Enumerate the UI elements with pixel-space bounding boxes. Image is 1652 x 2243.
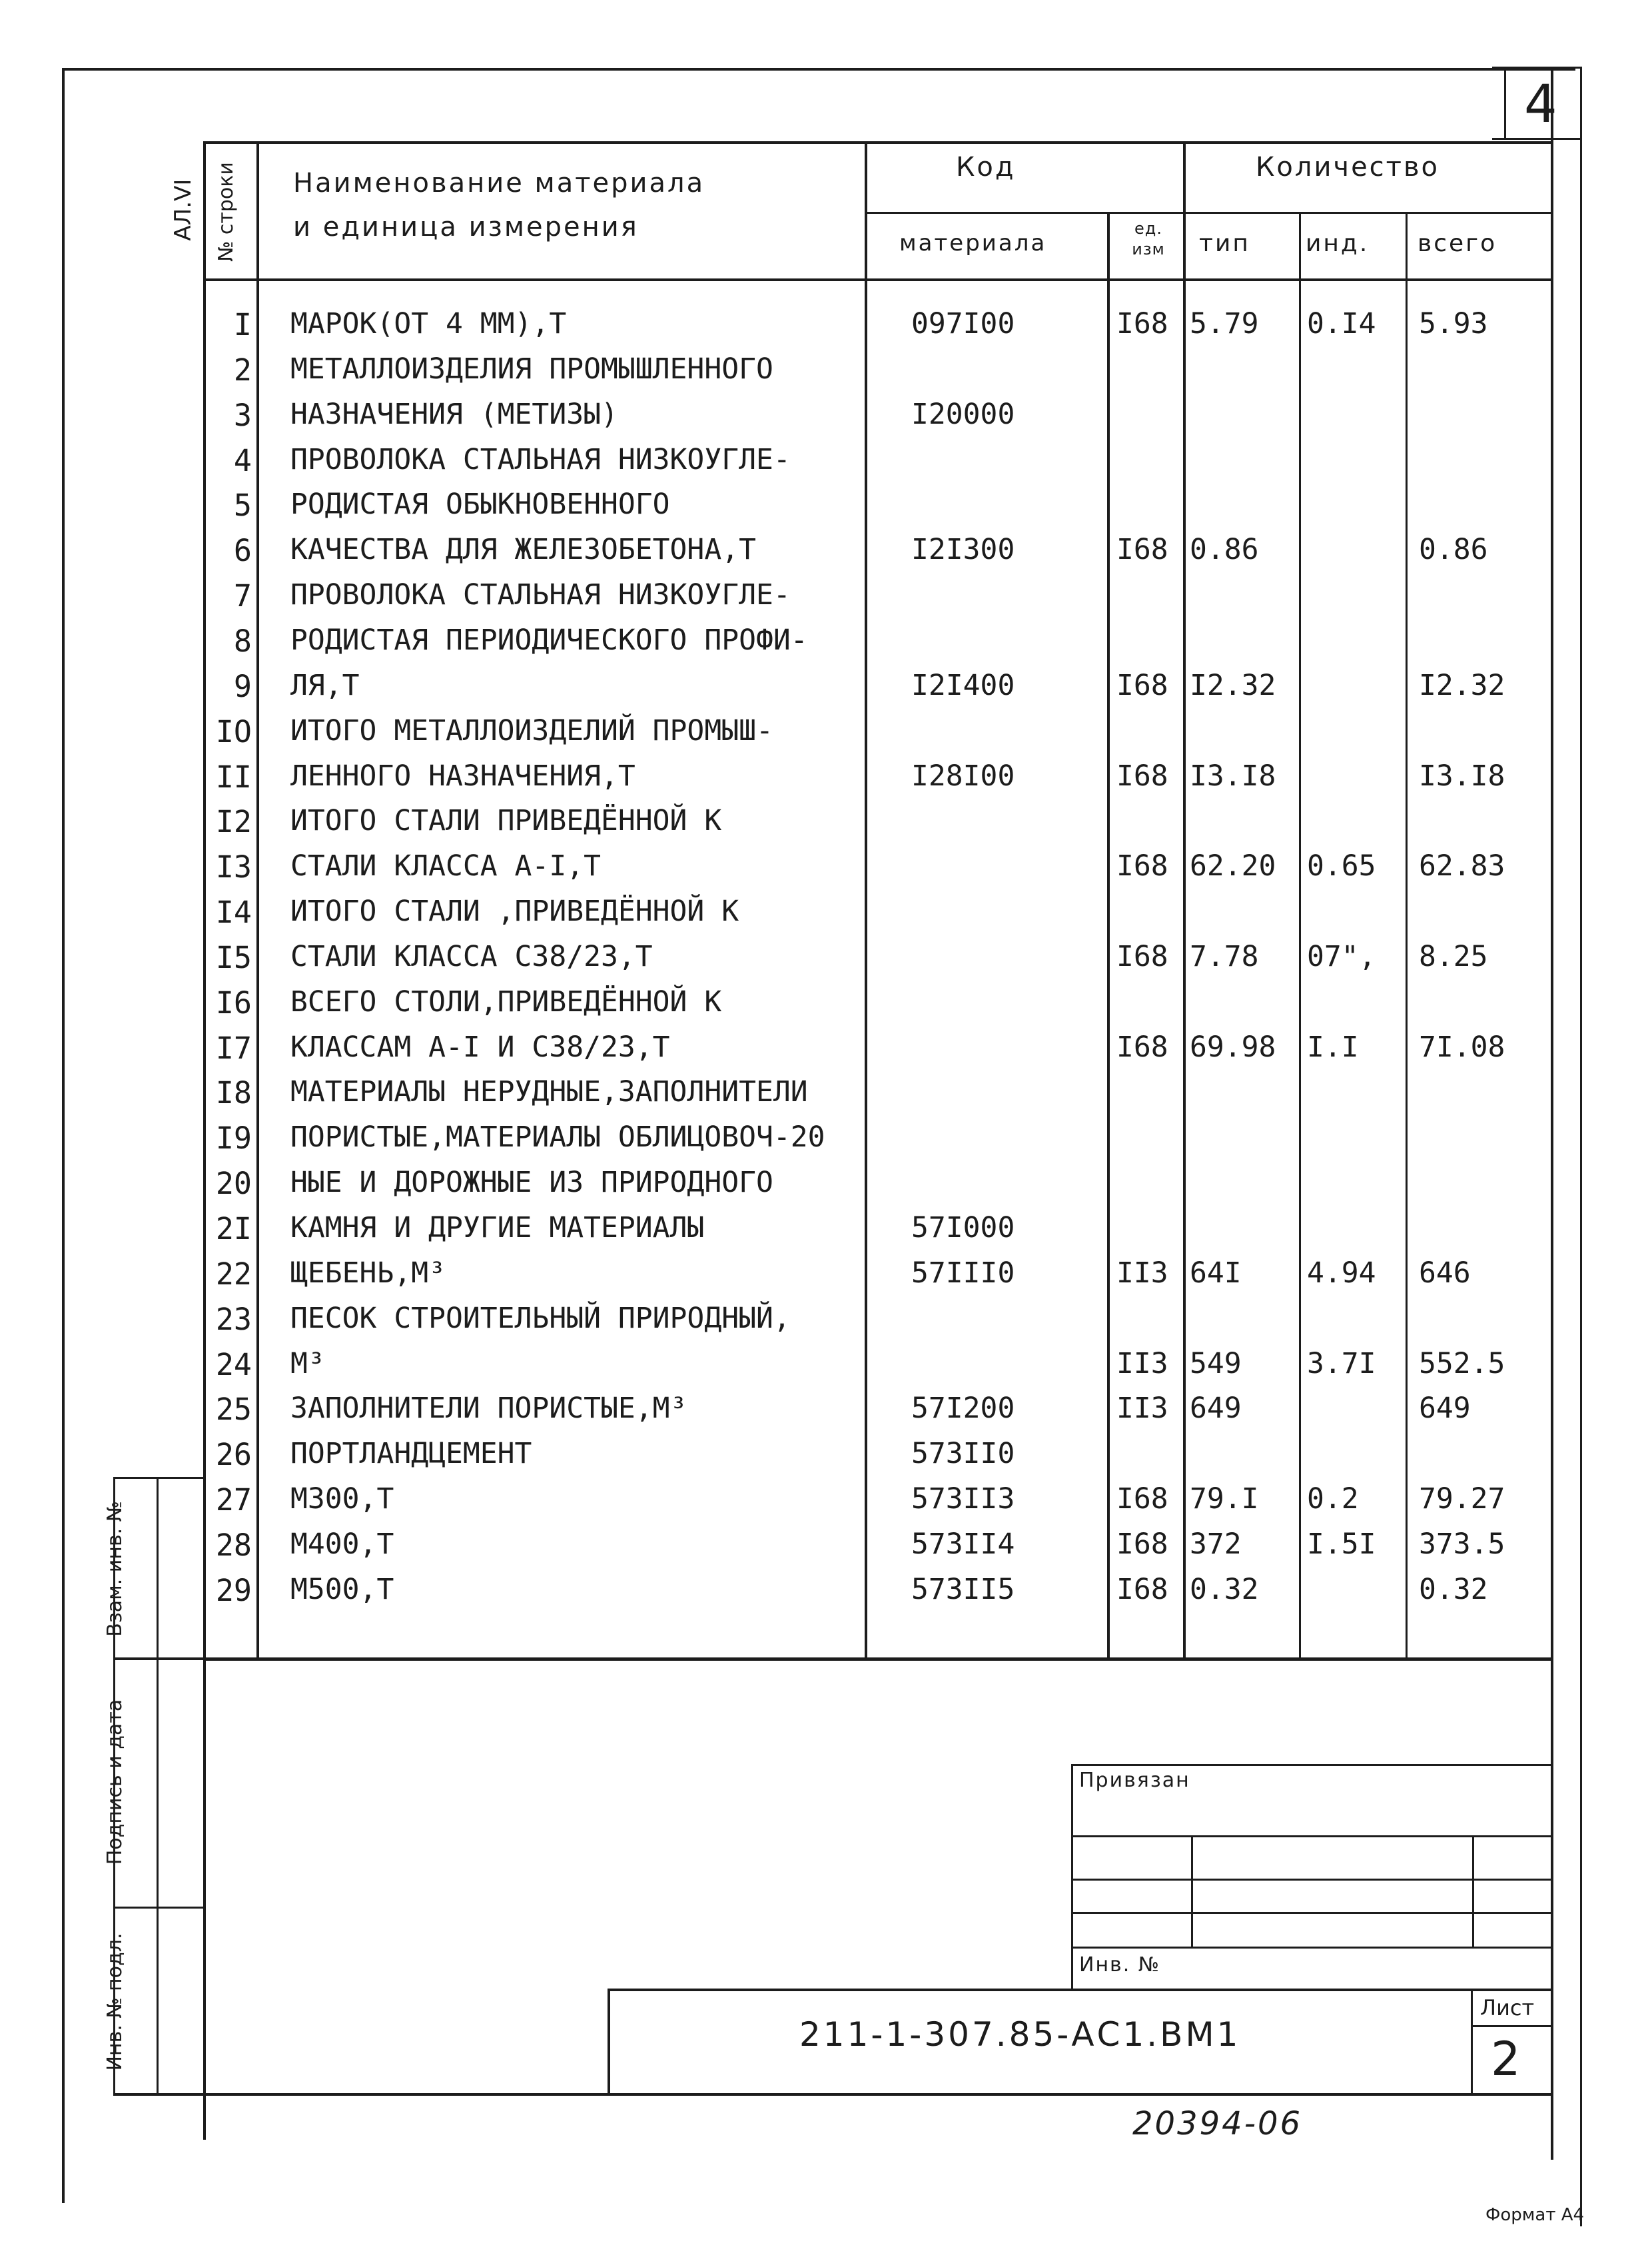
row-number: 3: [233, 398, 252, 433]
row-material-name: М300,Т: [290, 1482, 394, 1516]
row-ind: 3.7I: [1307, 1347, 1376, 1380]
row-number: II: [215, 759, 252, 795]
row-unit: I68: [1116, 1482, 1168, 1516]
row-number: 5: [233, 488, 252, 523]
row-number: I5: [215, 940, 252, 975]
row-unit: II3: [1116, 1347, 1168, 1380]
page-number: 4: [1524, 75, 1557, 135]
tb-sheet-div: [1471, 2025, 1553, 2027]
row-material-name: ЩЕБЕНЬ,М³: [290, 1256, 446, 1290]
row-number: I7: [215, 1031, 252, 1066]
row-material-name: МЕТАЛЛОИЗДЕЛИЯ ПРОМЫШЛЕННОГО: [290, 352, 773, 386]
header-row-no: № строки: [214, 162, 238, 262]
row-material-name: СТАЛИ КЛАССА А-I,Т: [290, 849, 601, 883]
row-type: 69.98: [1190, 1031, 1276, 1064]
stamp-inv-orig: Инв. № подл.: [103, 1933, 127, 2071]
row-ind: I.I: [1307, 1031, 1359, 1064]
row-material-name: М³: [290, 1347, 325, 1380]
row-ind: 4.94: [1307, 1256, 1376, 1290]
row-unit: I68: [1116, 1528, 1168, 1561]
row-number: 22: [215, 1256, 252, 1292]
row-number: 20: [215, 1166, 252, 1201]
header-quantity: Количество: [1256, 152, 1440, 183]
tb-h2: [1071, 1879, 1553, 1881]
row-total: 62.83: [1419, 849, 1505, 883]
row-total: 5.93: [1419, 307, 1488, 340]
header-unit: ед. изм: [1132, 219, 1165, 259]
row-code: 097I00: [911, 307, 1015, 340]
row-code: I28I00: [911, 759, 1015, 793]
row-material-name: МАРОК(ОТ 4 ММ),Т: [290, 307, 567, 340]
tb-sheet-left: [1471, 1989, 1473, 2095]
row-total: 79.27: [1419, 1482, 1505, 1516]
row-code: 573II0: [911, 1437, 1015, 1470]
row-number: I: [233, 307, 252, 342]
tb-h1: [1071, 1835, 1553, 1837]
row-material-name: ЗАПОЛНИТЕЛИ ПОРИСТЫЕ,М³: [290, 1392, 687, 1425]
row-number: 2: [233, 352, 252, 388]
row-number: 7: [233, 578, 252, 614]
row-unit: I68: [1116, 669, 1168, 702]
row-total: 373.5: [1419, 1528, 1505, 1561]
row-code: 573II3: [911, 1482, 1015, 1516]
row-unit: I68: [1116, 849, 1168, 883]
row-material-name: СТАЛИ КЛАССА С38/23,Т: [290, 940, 653, 973]
stamp-top: [113, 1477, 206, 1479]
row-code: 573II5: [911, 1573, 1015, 1606]
row-type: 0.32: [1190, 1573, 1259, 1606]
row-ind: 07",: [1307, 940, 1376, 973]
header-material: материала: [899, 230, 1047, 256]
tb-main-top: [608, 1989, 1553, 1991]
tb-sheet-label: Лист: [1480, 1995, 1535, 2020]
row-unit: I68: [1116, 307, 1168, 340]
row-number: I4: [215, 895, 252, 930]
row-type: I3.I8: [1190, 759, 1276, 793]
row-ind: 0.I4: [1307, 307, 1376, 340]
row-code: 57I200: [911, 1392, 1015, 1425]
header-name-line1: Наименование материала: [293, 168, 705, 199]
row-material-name: ИТОГО СТАЛИ ПРИВЕДЁННОЙ К: [290, 804, 722, 837]
tb-v1: [1191, 1835, 1193, 1947]
row-number: 6: [233, 533, 252, 568]
row-ind: 0.65: [1307, 849, 1376, 883]
row-number: 28: [215, 1528, 252, 1563]
row-material-name: ПЕСОК СТРОИТЕЛЬНЫЙ ПРИРОДНЫЙ,: [290, 1302, 791, 1335]
row-number: 27: [215, 1482, 252, 1518]
archive-number: 20394-06: [1132, 2105, 1303, 2142]
row-material-name: ПОРИСТЫЕ,МАТЕРИАЛЫ ОБЛИЦОВОЧ-20: [290, 1121, 825, 1154]
row-material-name: НЫЕ И ДОРОЖНЫЕ ИЗ ПРИРОДНОГО: [290, 1166, 773, 1199]
row-material-name: РОДИСТАЯ ПЕРИОДИЧЕСКОГО ПРОФИ-: [290, 624, 808, 657]
tb-h4: [1071, 1947, 1553, 1949]
row-code: 573II4: [911, 1528, 1015, 1561]
row-unit: I68: [1116, 1573, 1168, 1606]
row-type: 5.79: [1190, 307, 1259, 340]
row-total: 0.86: [1419, 533, 1488, 566]
row-number: 23: [215, 1302, 252, 1337]
tb-doc-code: 211-1-307.85-АС1.ВМ1: [799, 2015, 1241, 2054]
row-number: 8: [233, 624, 252, 659]
row-unit: II3: [1116, 1256, 1168, 1290]
row-ind: 0.2: [1307, 1482, 1359, 1516]
header-code: Код: [956, 152, 1016, 183]
row-code: I2I300: [911, 533, 1015, 566]
row-number: 9: [233, 669, 252, 704]
stamp-sign-date: Подпись и дата: [103, 1699, 127, 1865]
row-material-name: КЛАССАМ А-I И С38/23,Т: [290, 1031, 670, 1064]
row-type: 79.I: [1190, 1482, 1259, 1516]
row-code: 57I000: [911, 1211, 1015, 1244]
tb-sheet-number: 2: [1491, 2032, 1521, 2086]
stamp-div-1: [113, 1657, 206, 1660]
row-material-name: КАЧЕСТВА ДЛЯ ЖЕЛЕЗОБЕТОНА,Т: [290, 533, 756, 566]
row-number: I3: [215, 849, 252, 885]
format-label: Формат А4: [1485, 2205, 1585, 2225]
row-type: 62.20: [1190, 849, 1276, 883]
row-material-name: ПРОВОЛОКА СТАЛЬНАЯ НИЗКОУГЛЕ-: [290, 443, 791, 476]
row-material-name: ИТОГО СТАЛИ ,ПРИВЕДЁННОЙ К: [290, 895, 739, 928]
row-number: IO: [215, 714, 252, 749]
row-code: 57III0: [911, 1256, 1015, 1290]
row-material-name: ЛЯ,Т: [290, 669, 360, 702]
stamp-div-2: [113, 1907, 206, 1909]
header-name-line2: и единица измерения: [293, 212, 639, 242]
row-material-name: РОДИСТАЯ ОБЫКНОВЕННОГО: [290, 488, 670, 521]
row-total: 649: [1419, 1392, 1471, 1425]
row-unit: I68: [1116, 1031, 1168, 1064]
row-number: I8: [215, 1075, 252, 1111]
tb-main-left: [608, 1989, 610, 2095]
tb-inv-label: Инв. №: [1079, 1953, 1161, 1977]
row-total: I2.32: [1419, 669, 1505, 702]
row-unit: I68: [1116, 759, 1168, 793]
row-type: 0.86: [1190, 533, 1259, 566]
tb-linked-label: Привязан: [1079, 1769, 1190, 1792]
row-material-name: ПРОВОЛОКА СТАЛЬНАЯ НИЗКОУГЛЕ-: [290, 578, 791, 612]
row-unit: II3: [1116, 1392, 1168, 1425]
row-unit: I68: [1116, 940, 1168, 973]
row-material-name: МАТЕРИАЛЫ НЕРУДНЫЕ,ЗАПОЛНИТЕЛИ: [290, 1075, 808, 1109]
row-type: 7.78: [1190, 940, 1259, 973]
row-type: 372: [1190, 1528, 1242, 1561]
row-number: 4: [233, 443, 252, 478]
row-material-name: НАЗНАЧЕНИЯ (МЕТИЗЫ): [290, 398, 618, 431]
row-number: I6: [215, 985, 252, 1021]
row-material-name: ИТОГО МЕТАЛЛОИЗДЕЛИЙ ПРОМЫШ-: [290, 714, 773, 747]
header-total: всего: [1418, 230, 1497, 257]
row-number: I2: [215, 804, 252, 839]
tb-h3: [1071, 1912, 1553, 1914]
row-number: 26: [215, 1437, 252, 1472]
row-total: 8.25: [1419, 940, 1488, 973]
stamp-inner: [157, 1477, 159, 2095]
row-number: 2I: [215, 1211, 252, 1246]
row-code: I2I400: [911, 669, 1015, 702]
row-number: 24: [215, 1347, 252, 1382]
row-total: I3.I8: [1419, 759, 1505, 793]
row-type: I2.32: [1190, 669, 1276, 702]
row-code: I20000: [911, 398, 1015, 431]
header-ind: инд.: [1306, 230, 1370, 257]
header-type: тип: [1199, 230, 1250, 257]
row-material-name: М400,Т: [290, 1528, 394, 1561]
row-total: 552.5: [1419, 1347, 1505, 1380]
row-type: 64I: [1190, 1256, 1242, 1290]
tb-box-left: [1071, 1764, 1073, 1989]
row-total: 7I.08: [1419, 1031, 1505, 1064]
row-total: 646: [1419, 1256, 1471, 1290]
row-number: 25: [215, 1392, 252, 1427]
row-number: 29: [215, 1573, 252, 1608]
row-ind: I.5I: [1307, 1528, 1376, 1561]
stamp-inv-replace: Взам. инв. №: [103, 1501, 127, 1637]
row-type: 549: [1190, 1347, 1242, 1380]
stamp-bottom: [113, 2093, 1553, 2096]
row-material-name: М500,Т: [290, 1573, 394, 1606]
row-material-name: ВСЕГО СТОЛИ,ПРИВЕДЁННОЙ К: [290, 985, 722, 1019]
row-number: I9: [215, 1121, 252, 1156]
row-unit: I68: [1116, 533, 1168, 566]
row-type: 649: [1190, 1392, 1242, 1425]
tb-box-top: [1071, 1764, 1553, 1766]
row-material-name: ПОРТЛАНДЦЕМЕНТ: [290, 1437, 532, 1470]
row-total: 0.32: [1419, 1573, 1488, 1606]
side-album-label: АЛ.VI: [170, 179, 197, 241]
row-material-name: КАМНЯ И ДРУГИЕ МАТЕРИАЛЫ: [290, 1211, 705, 1244]
tb-v2: [1472, 1835, 1474, 1947]
row-material-name: ЛЕННОГО НАЗНАЧЕНИЯ,Т: [290, 759, 635, 793]
